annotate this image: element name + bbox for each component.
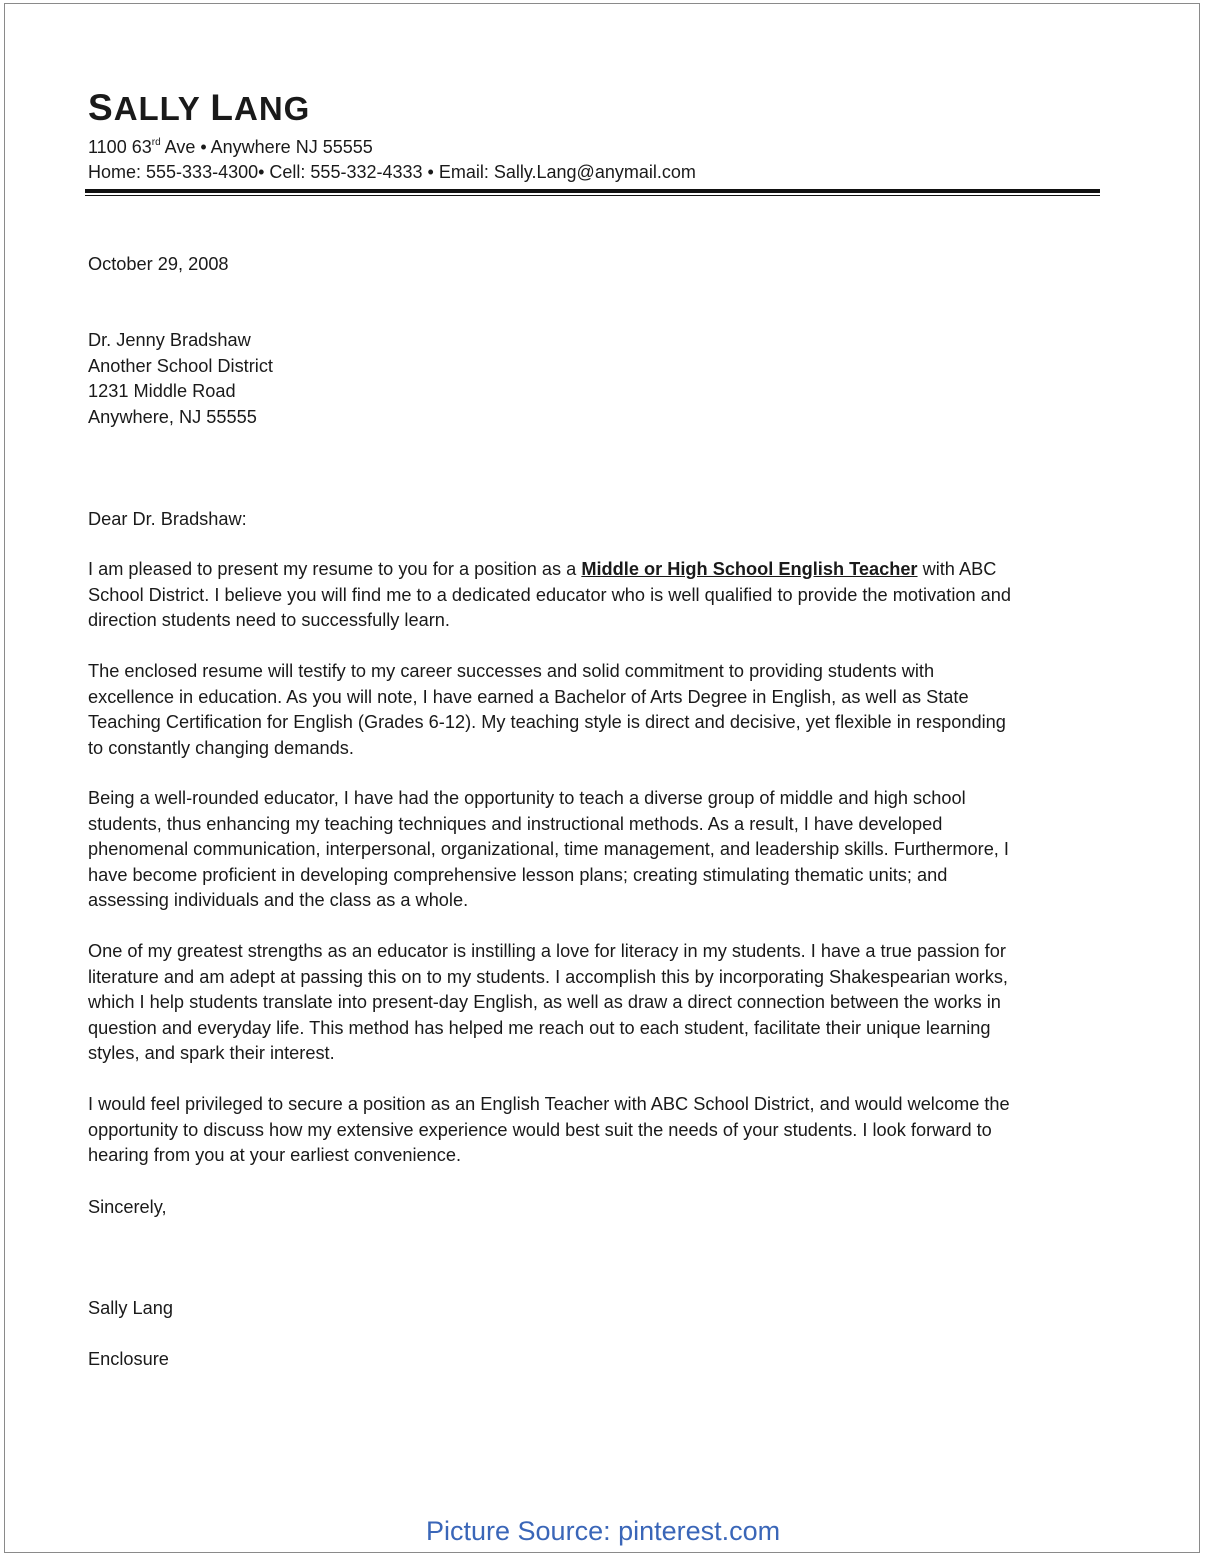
paragraph-4 <box>88 939 1102 1067</box>
enclosure-note: Enclosure <box>88 1349 169 1369</box>
paragraph-5-line: I would feel privileged to secure a position as an English Teacher with ABC School District, and would welcome the <box>88 1094 1010 1114</box>
paragraph-4-line: styles, and spark their interest. <box>88 1043 335 1063</box>
picture-source-caption: Picture Source: pinterest.com <box>426 1516 781 1546</box>
sender-name: SALLY LANG <box>88 87 311 128</box>
salutation: Dear Dr. Bradshaw: <box>88 509 247 529</box>
paragraph-2-line: The enclosed resume will testify to my career successes and solid commitment to providing students with <box>88 661 935 681</box>
paragraph-5-line: opportunity to discuss how my extensive experience would best suit the needs of your students. I look forward to <box>88 1119 992 1140</box>
paragraph-2-line: excellence in education. As you will note, I have earned a Bachelor of Arts Degree in English, as well as State <box>88 686 969 707</box>
paragraph-1-line: direction students need to successfully learn. <box>88 610 450 630</box>
paragraph-4-line: One of my greatest strengths as an educator is instilling a love for literacy in my students. I have a true passion for <box>88 941 1006 961</box>
paragraph-3-line: Being a well-rounded educator, I have had the opportunity to teach a diverse group of middle and high school <box>88 788 966 808</box>
header-rule-thick <box>85 189 1100 193</box>
paragraph-3-line: assessing individuals and the class as a whole. <box>88 890 469 910</box>
paragraph-3-line: have become proficient in developing comprehensive lesson plans; creating stimulating thematic units; and <box>88 864 948 885</box>
paragraph-4-line: literature and am adept at passing this on to my students. I accomplish this by incorporating Shakespearian works, <box>88 966 1008 987</box>
paragraph-4-line: question and everyday life. This method has helped me reach out to each student, facilitate their unique learning <box>88 1017 991 1038</box>
position-title: Middle or High School English Teacher <box>581 559 918 579</box>
paragraph-3 <box>88 786 1102 914</box>
paragraph-2-line: to constantly changing demands. <box>88 737 354 758</box>
paragraph-5-line: hearing from you at your earliest convenience. <box>88 1145 462 1165</box>
sender-address: 1100 63rd Ave • Anywhere NJ 55555 <box>88 137 373 157</box>
recipient-name: Dr. Jenny Bradshaw <box>88 330 251 350</box>
paragraph-4-line: which I help students translate into present-day English, as well as draw a direct connection between the works in <box>88 992 1001 1012</box>
paragraph-5 <box>88 1092 1102 1169</box>
paragraph-3-line: students, thus enhancing my teaching techniques and instructional methods. As a result, I have developed <box>88 813 943 834</box>
paragraph-1-line: School District. I believe you will find me to a dedicated educator who is well qualified to provide the motivation and <box>88 584 1012 605</box>
paragraph-2-line: Teaching Certification for English (Grades 6-12). My teaching style is direct and decisive, yet flexible in responding <box>88 712 1006 732</box>
recipient-city: Anywhere, NJ 55555 <box>88 406 257 427</box>
sender-contact: Home: 555-333-4300• Cell: 555-332-4333 • Email: Sally.Lang@anymail.com <box>88 162 696 182</box>
recipient-organization: Another School District <box>88 355 273 376</box>
recipient-street: 1231 Middle Road <box>88 381 236 401</box>
closing: Sincerely, <box>88 1197 167 1217</box>
paragraph-1 <box>88 557 1102 634</box>
paragraph-3-line: phenomenal communication, interpersonal, organizational, time management, and leadership skills. Furthermore, I <box>88 839 1009 859</box>
header-rule-thin <box>85 195 1100 196</box>
signature-name: Sally Lang <box>88 1298 173 1318</box>
paragraph-2 <box>88 659 1102 761</box>
page-border <box>4 3 1200 1553</box>
paragraph-1-line: I am pleased to present my resume to you for a position as a Middle or High School English Teacher with ABC <box>88 559 997 579</box>
letter-date: October 29, 2008 <box>88 254 229 274</box>
